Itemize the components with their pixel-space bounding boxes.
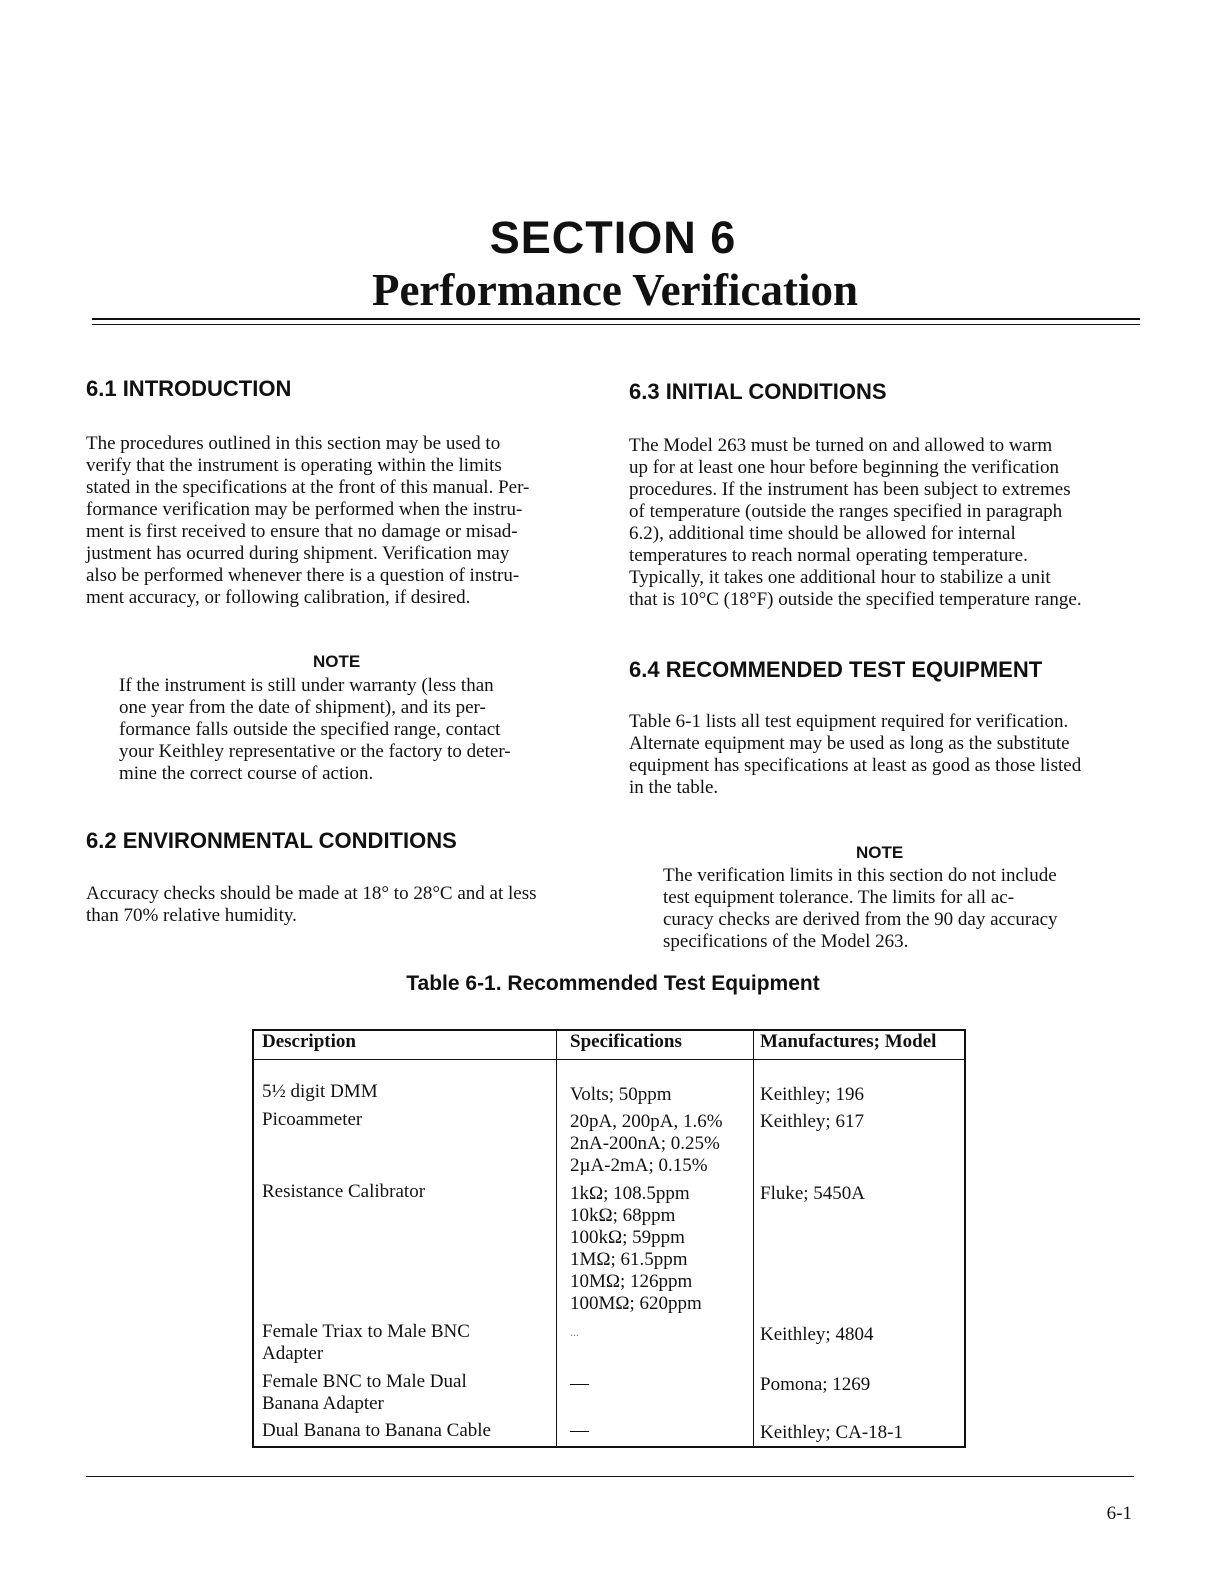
table-cell-model: Keithley; CA-18-1: [760, 1422, 904, 1443]
intro-line: stated in the specifications at the front of this manual. Per-: [86, 477, 530, 498]
table-header-description: Description: [262, 1031, 356, 1052]
table-header-model: Manufactures; Model: [760, 1031, 937, 1052]
table-cell-model: Keithley; 4804: [760, 1324, 874, 1345]
table-cell-description: [262, 1420, 491, 1442]
note-line: mine the correct course of action.: [119, 763, 374, 784]
initial-paragraph: [629, 435, 1137, 611]
equipment-line: Alternate equipment may be used as long as the substitute: [629, 733, 1070, 754]
intro-paragraph: [86, 433, 594, 609]
table-header-divider: [254, 1059, 964, 1060]
intro-line: also be performed whenever there is a question of instru-: [86, 565, 520, 586]
initial-line: Typically, it takes one additional hour to stabilize a unit: [629, 567, 1051, 588]
initial-line: up for at least one hour before beginning the verification: [629, 457, 1059, 478]
table-cell-model: Keithley; 196: [760, 1084, 864, 1105]
table-cell-model: Pomona; 1269: [760, 1374, 871, 1395]
cell-line: Adapter: [262, 1343, 324, 1364]
cell-line: 5½ digit DMM: [262, 1081, 378, 1102]
cell-line: 10kΩ; 68ppm: [570, 1205, 676, 1226]
table-cell-description: [262, 1371, 467, 1415]
note-line: The verification limits in this section do not include: [663, 865, 1057, 886]
initial-heading: 6.3 INITIAL CONDITIONS: [629, 379, 887, 404]
cell-line: 1MΩ; 61.5ppm: [570, 1249, 688, 1270]
cell-line: 10MΩ; 126ppm: [570, 1271, 693, 1292]
cell-line: Dual Banana to Banana Cable: [262, 1420, 491, 1441]
environmental-line: than 70% relative humidity.: [86, 905, 297, 926]
environmental-line: Accuracy checks should be made at 18° to 28°C and at less: [86, 883, 537, 904]
cell-line: 2µA-2mA; 0.15%: [570, 1155, 708, 1176]
intro-heading: 6.1 INTRODUCTION: [86, 376, 292, 401]
verification-note: [663, 865, 1099, 953]
table-cell-description: [262, 1081, 378, 1103]
environmental-paragraph: [86, 883, 594, 927]
cell-line: 20pA, 200pA, 1.6%: [570, 1111, 723, 1132]
initial-line: procedures. If the instrument has been subject to extremes: [629, 479, 1071, 500]
cell-line: ...: [570, 1325, 579, 1339]
section-label: SECTION 6: [489, 212, 737, 263]
note-line: formance falls outside the specified range, contact: [119, 719, 501, 740]
intro-line: ment is first received to ensure that no damage or misad-: [86, 521, 518, 542]
note-line: test equipment tolerance. The limits for all ac-: [663, 887, 1015, 908]
equipment-heading: 6.4 RECOMMENDED TEST EQUIPMENT: [629, 657, 1043, 682]
table-cell-description: [262, 1109, 362, 1131]
intro-line: The procedures outlined in this section may be used to: [86, 433, 501, 454]
cell-line: 1kΩ; 108.5ppm: [570, 1183, 690, 1204]
cell-line: Banana Adapter: [262, 1393, 384, 1414]
table-cell-model: Fluke; 5450A: [760, 1183, 866, 1204]
table-cell-specifications: [570, 1373, 589, 1395]
note-line: specifications of the Model 263.: [663, 931, 909, 952]
equipment-line: in the table.: [629, 777, 719, 798]
note-label: NOTE: [856, 843, 904, 862]
table-cell-description: [262, 1181, 425, 1203]
cell-line: Resistance Calibrator: [262, 1181, 426, 1202]
table-cell-description: [262, 1321, 470, 1365]
title-rule-top: [92, 318, 1140, 320]
initial-line: of temperature (outside the ranges specified in paragraph: [629, 501, 1063, 522]
note-line: your Keithley representative or the factory to deter-: [119, 741, 511, 762]
warranty-note: [119, 675, 559, 785]
table-cell-specifications: [570, 1084, 672, 1106]
cell-line: Female Triax to Male BNC: [262, 1321, 470, 1342]
note-line: If the instrument is still under warranty (less than: [119, 675, 494, 696]
table-cell-specifications: [570, 1183, 702, 1315]
table-cell-specifications: [570, 1321, 579, 1343]
intro-line: ment accuracy, or following calibration, if desired.: [86, 587, 471, 608]
table-cell-specifications: [570, 1111, 723, 1177]
intro-line: formance verification may be performed when the instru-: [86, 499, 523, 520]
table-cell-specifications: [570, 1420, 589, 1442]
footer-rule: [86, 1476, 1134, 1477]
cell-line: Volts; 50ppm: [570, 1084, 672, 1105]
initial-line: 6.2), additional time should be allowed for internal: [629, 523, 1016, 544]
table-column-divider: [753, 1031, 754, 1446]
cell-line: 100kΩ; 59ppm: [570, 1227, 685, 1248]
note-line: one year from the date of shipment), and its per-: [119, 697, 486, 718]
cell-line: —: [570, 1373, 589, 1394]
note-label: NOTE: [313, 652, 361, 671]
equipment-table: [252, 1029, 966, 1448]
table-caption: Table 6-1. Recommended Test Equipment: [406, 972, 820, 995]
note-line: curacy checks are derived from the 90 day accuracy: [663, 909, 1058, 930]
intro-line: justment has ocurred during shipment. Verification may: [86, 543, 510, 564]
cell-line: —: [570, 1420, 589, 1441]
initial-line: temperatures to reach normal operating temperature.: [629, 545, 1028, 566]
cell-line: 2nA-200nA; 0.25%: [570, 1133, 720, 1154]
table-column-divider: [556, 1031, 557, 1446]
cell-line: Picoammeter: [262, 1109, 363, 1130]
cell-line: 100MΩ; 620ppm: [570, 1293, 702, 1314]
cell-line: Female BNC to Male Dual: [262, 1371, 467, 1392]
table-header-specifications: Specifications: [570, 1031, 682, 1052]
equipment-paragraph: [629, 711, 1137, 799]
equipment-line: Table 6-1 lists all test equipment required for verification.: [629, 711, 1069, 732]
initial-line: that is 10°C (18°F) outside the specified temperature range.: [629, 589, 1082, 610]
intro-line: verify that the instrument is operating within the limits: [86, 455, 502, 476]
title-rule-bottom: [92, 324, 1140, 325]
equipment-line: equipment has specifications at least as good as those listed: [629, 755, 1082, 776]
section-title: Performance Verification: [371, 265, 859, 315]
environmental-heading: 6.2 ENVIRONMENTAL CONDITIONS: [86, 828, 457, 853]
initial-line: The Model 263 must be turned on and allowed to warm: [629, 435, 1053, 456]
table-cell-model: Keithley; 617: [760, 1111, 864, 1132]
page-number: 6-1: [1106, 1503, 1132, 1524]
